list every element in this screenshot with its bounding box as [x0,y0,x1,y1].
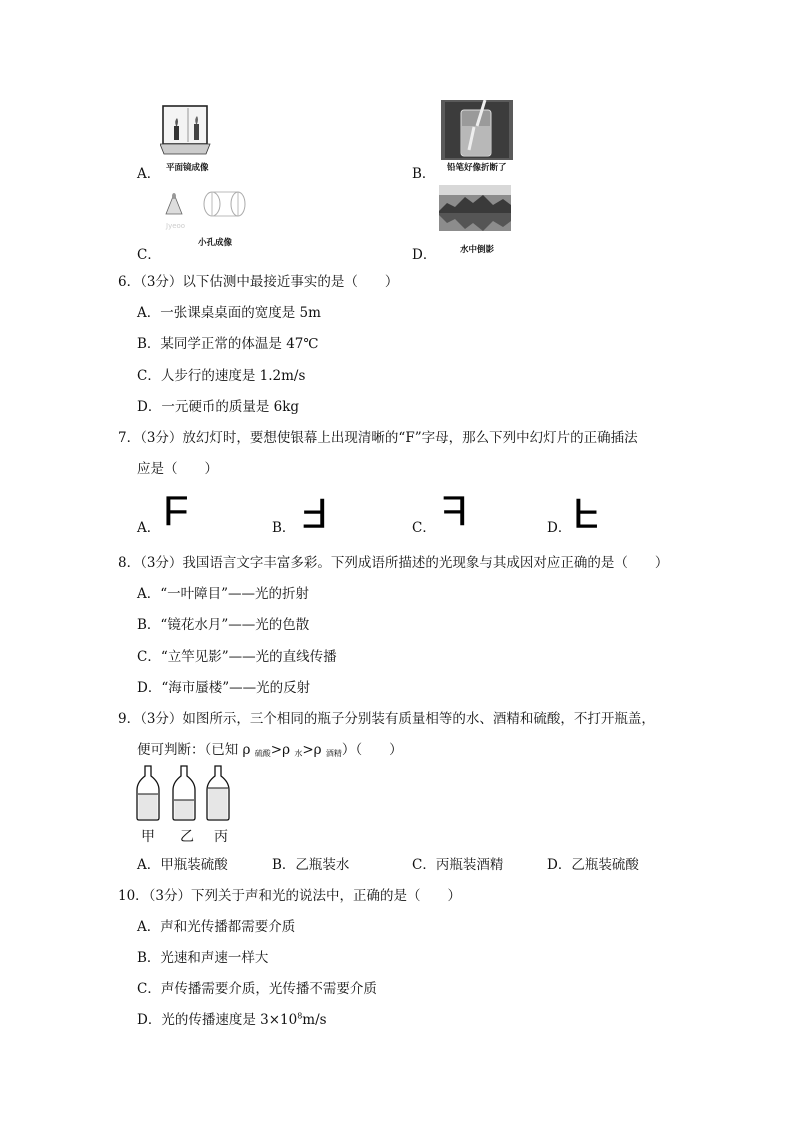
option-d-prefix: D．光的传播速度是 3×10 [137,1012,298,1028]
image-caption: 平面镜成像 [166,163,209,173]
stem-suffix: ）（ ） [341,742,403,758]
option-letter: A． [137,166,161,182]
q8-option-d: D．“海市蜃楼”——光的反射 [137,680,311,696]
q9-stem-line1: 9．（3分）如图所示，三个相同的瓶子分别装有质量相等的水、酒精和硫酸，不打开瓶盖， [118,711,655,727]
option-letter: D． [412,247,437,263]
f-flipped-glyph: F [573,490,599,537]
q10-option-b: B．光速和声速一样大 [137,950,269,966]
option-letter: A． [137,520,161,536]
q10-option-d [137,1008,327,1028]
f-normal-glyph: F [163,487,189,534]
pinhole-image [160,188,250,232]
bottle-label-bing: 丙 [214,829,228,845]
q6-option-a: A．一张课桌桌面的宽度是 5m [137,305,321,321]
q7-stem-line2: 应是（ ） [137,461,218,477]
q7-stem-line1: 7．（3分）放幻灯时，要想使银幕上出现清晰的“F”字母，那么下列中幻灯片的正确插法 [118,430,638,446]
image-caption: 铅笔好像折断了 [447,163,507,173]
q9-stem-line2 [137,738,403,759]
subscript-alcohol: 酒精 [325,749,342,758]
q8-option-c: C．“立竿见影”——光的直线传播 [137,649,337,665]
greater-than: >ρ [270,742,295,758]
bottle-label-jia: 甲 [141,829,155,845]
svg-text:Jyeoo: Jyeoo [166,222,186,230]
pencil-in-water-image [441,100,513,160]
stem-prefix: 便可判断：（已知 ρ [137,742,255,758]
q8-option-b: B．“镜花水月”——光的色散 [137,617,310,633]
q6-stem: 6．（3分）以下估测中最接近事实的是（ ） [118,274,399,290]
q6-option-c: C．人步行的速度是 1.2m/s [137,368,306,384]
option-d-suffix: m/s [302,1012,327,1028]
image-caption: 水中倒影 [460,245,495,255]
q8-option-a: A．“一叶障目”——光的折射 [137,586,310,602]
option-letter: C． [412,520,436,536]
option-letter: B． [272,520,296,536]
bottle-label-yi: 乙 [180,829,194,845]
q9-option-b: B．乙瓶装水 [272,857,350,873]
q10-option-a: A．声和光传播都需要介质 [137,919,296,935]
f-rotated-glyph: F [302,490,328,537]
option-letter: C． [137,247,161,263]
subscript-sulfuric: 硫酸 [254,749,271,758]
q9-option-c: C．丙瓶装酒精 [412,857,504,873]
image-caption: 小孔成像 [198,238,233,248]
q6-option-d: D．一元硬币的质量是 6kg [137,399,300,415]
subscript-water: 水 [294,749,303,758]
q10-stem: 10．（3分）下列关于声和光的说法中，正确的是（ ） [118,888,462,904]
exponent: 8 [297,1011,303,1021]
three-bottles-figure [136,764,236,822]
water-reflection-image [439,185,511,240]
option-letter: B． [412,166,436,182]
option-letter: D． [547,520,572,536]
greater-than: >ρ [302,742,326,758]
q6-option-b: B．某同学正常的体温是 47℃ [137,336,319,352]
q10-option-c: C．声传播需要介质，光传播不需要介质 [137,981,377,997]
q9-option-a: A．甲瓶装硫酸 [137,857,228,873]
f-mirrored-glyph: F [442,487,468,534]
q9-option-d: D．乙瓶装硫酸 [547,857,639,873]
q8-stem: 8．（3分）我国语言文字丰富多彩。下列成语所描述的光现象与其成因对应正确的是（ ） [118,555,669,571]
